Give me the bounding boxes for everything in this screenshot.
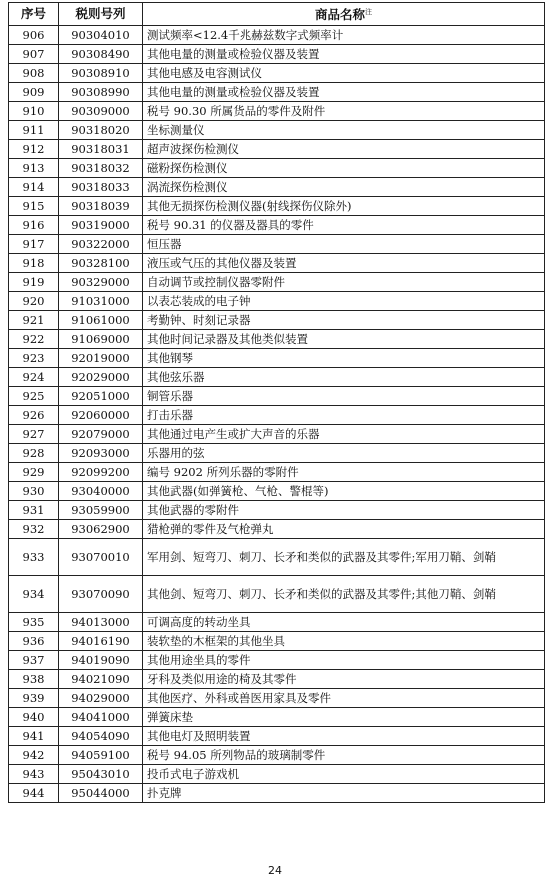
serial-number-cell: 935: [9, 613, 59, 632]
product-name-cell: 其他弦乐器: [143, 368, 545, 387]
serial-number-cell: 912: [9, 140, 59, 159]
serial-number-cell: 918: [9, 254, 59, 273]
table-row: [9, 784, 545, 803]
tariff-code-cell: 92099200: [59, 463, 143, 482]
serial-number-cell: 906: [9, 26, 59, 45]
table-row: [9, 140, 545, 159]
tariff-code-cell: 90319000: [59, 216, 143, 235]
product-name-cell: 扑克牌: [143, 784, 545, 803]
serial-number-cell: 930: [9, 482, 59, 501]
tariff-code-cell: 90318039: [59, 197, 143, 216]
product-name-cell: 其他用途坐具的零件: [143, 651, 545, 670]
table-row: [9, 254, 545, 273]
table-row: [9, 102, 545, 121]
header-product-name: [143, 3, 545, 26]
table-row: [9, 689, 545, 708]
tariff-code-cell: 92060000: [59, 406, 143, 425]
tariff-code-cell: 94041000: [59, 708, 143, 727]
product-name-cell: 其他武器(如弹簧枪、气枪、警棍等): [143, 482, 545, 501]
tariff-code-cell: 90309000: [59, 102, 143, 121]
product-name-cell: 军用剑、短弯刀、刺刀、长矛和类似的武器及其零件;军用刀鞘、剑鞘: [143, 539, 545, 576]
product-name-cell: 牙科及类似用途的椅及其零件: [143, 670, 545, 689]
table-row: [9, 159, 545, 178]
tariff-code-cell: 90329000: [59, 273, 143, 292]
serial-number-cell: 920: [9, 292, 59, 311]
header-product-name-label: 商品名称: [314, 7, 365, 23]
tariff-code-cell: 94054090: [59, 727, 143, 746]
serial-number-cell: 913: [9, 159, 59, 178]
serial-number-cell: 909: [9, 83, 59, 102]
product-name-cell: 税号 94.05 所列物品的玻璃制零件: [143, 746, 545, 765]
tariff-code-cell: 93070010: [59, 539, 143, 576]
table-header-row: [9, 3, 545, 26]
product-name-cell: 自动调节或控制仪器零附件: [143, 273, 545, 292]
tariff-code-cell: 90308490: [59, 45, 143, 64]
table-row: [9, 273, 545, 292]
tariff-code-cell: 90318031: [59, 140, 143, 159]
tariff-code-cell: 94059100: [59, 746, 143, 765]
table-row: [9, 765, 545, 784]
tariff-code-cell: 94021090: [59, 670, 143, 689]
product-name-cell: 以表芯装成的电子钟: [143, 292, 545, 311]
product-name-cell: 弹簧床垫: [143, 708, 545, 727]
serial-number-cell: 938: [9, 670, 59, 689]
serial-number-cell: 911: [9, 121, 59, 140]
table-row: [9, 26, 545, 45]
product-name-cell: 其他电感及电容测试仪: [143, 64, 545, 83]
tariff-code-cell: 94013000: [59, 613, 143, 632]
tariff-code-cell: 92019000: [59, 349, 143, 368]
serial-number-cell: 907: [9, 45, 59, 64]
table-row: [9, 576, 545, 613]
table-row: [9, 520, 545, 539]
product-name-cell: 打击乐器: [143, 406, 545, 425]
table-row: [9, 83, 545, 102]
serial-number-cell: 917: [9, 235, 59, 254]
serial-number-cell: 926: [9, 406, 59, 425]
product-name-cell: 编号 9202 所列乐器的零附件: [143, 463, 545, 482]
product-name-cell: 装软垫的木框架的其他坐具: [143, 632, 545, 651]
tariff-code-cell: 93070090: [59, 576, 143, 613]
tariff-code-cell: 91031000: [59, 292, 143, 311]
serial-number-cell: 921: [9, 311, 59, 330]
table-row: [9, 197, 545, 216]
product-name-cell: 其他电灯及照明装置: [143, 727, 545, 746]
product-name-cell: 磁粉探伤检测仪: [143, 159, 545, 178]
serial-number-cell: 929: [9, 463, 59, 482]
tariff-code-cell: 94029000: [59, 689, 143, 708]
serial-number-cell: 924: [9, 368, 59, 387]
serial-number-cell: 943: [9, 765, 59, 784]
header-serial-number: 序号: [9, 3, 59, 26]
product-name-cell: 铜管乐器: [143, 387, 545, 406]
table-row: [9, 501, 545, 520]
table-row: [9, 64, 545, 83]
tariff-code-cell: 92093000: [59, 444, 143, 463]
tariff-code-cell: 92051000: [59, 387, 143, 406]
table-row: [9, 45, 545, 64]
table-row: [9, 425, 545, 444]
product-name-cell: 液压或气压的其他仪器及装置: [143, 254, 545, 273]
tariff-code-cell: 93040000: [59, 482, 143, 501]
table-row: [9, 746, 545, 765]
serial-number-cell: 908: [9, 64, 59, 83]
tariff-table: [8, 2, 545, 803]
tariff-code-cell: 90318020: [59, 121, 143, 140]
tariff-code-cell: 90304010: [59, 26, 143, 45]
product-name-cell: 测试频率<12.4千兆赫兹数字式频率计: [143, 26, 545, 45]
table-row: [9, 482, 545, 501]
product-name-cell: 税号 90.31 的仪器及器具的零件: [143, 216, 545, 235]
serial-number-cell: 925: [9, 387, 59, 406]
tariff-code-cell: 93059900: [59, 501, 143, 520]
product-name-cell: 税号 90.30 所属货品的零件及附件: [143, 102, 545, 121]
serial-number-cell: 916: [9, 216, 59, 235]
table-row: [9, 406, 545, 425]
serial-number-cell: 939: [9, 689, 59, 708]
tariff-code-cell: 95044000: [59, 784, 143, 803]
table-row: [9, 670, 545, 689]
serial-number-cell: 919: [9, 273, 59, 292]
serial-number-cell: 933: [9, 539, 59, 576]
serial-number-cell: 940: [9, 708, 59, 727]
product-name-cell: 投币式电子游戏机: [143, 765, 545, 784]
table-row: [9, 708, 545, 727]
product-name-cell: 恒压器: [143, 235, 545, 254]
serial-number-cell: 928: [9, 444, 59, 463]
tariff-code-cell: 92029000: [59, 368, 143, 387]
product-name-cell: 其他电量的测量或检验仪器及装置: [143, 83, 545, 102]
table-row: [9, 632, 545, 651]
tariff-code-cell: 90308990: [59, 83, 143, 102]
table-row: [9, 330, 545, 349]
table-row: [9, 444, 545, 463]
header-note-marker: 注: [365, 8, 372, 17]
tariff-code-cell: 92079000: [59, 425, 143, 444]
tariff-code-cell: 90328100: [59, 254, 143, 273]
product-name-cell: 其他通过电产生或扩大声音的乐器: [143, 425, 545, 444]
table-row: [9, 121, 545, 140]
table-row: [9, 613, 545, 632]
serial-number-cell: 941: [9, 727, 59, 746]
serial-number-cell: 936: [9, 632, 59, 651]
table-row: [9, 651, 545, 670]
tariff-code-cell: 94019090: [59, 651, 143, 670]
tariff-code-cell: 94016190: [59, 632, 143, 651]
tariff-code-cell: 91069000: [59, 330, 143, 349]
product-name-cell: 其他钢琴: [143, 349, 545, 368]
product-name-cell: 乐器用的弦: [143, 444, 545, 463]
tariff-code-cell: 90318032: [59, 159, 143, 178]
table-row: [9, 216, 545, 235]
table-row: [9, 727, 545, 746]
tariff-code-cell: 90308910: [59, 64, 143, 83]
table-row: [9, 292, 545, 311]
product-name-cell: 考勤钟、时刻记录器: [143, 311, 545, 330]
serial-number-cell: 942: [9, 746, 59, 765]
serial-number-cell: 937: [9, 651, 59, 670]
table-row: [9, 311, 545, 330]
product-name-cell: 猎枪弹的零件及气枪弹丸: [143, 520, 545, 539]
table-row: [9, 349, 545, 368]
product-name-cell: 超声波探伤检测仪: [143, 140, 545, 159]
serial-number-cell: 922: [9, 330, 59, 349]
product-name-cell: 可调高度的转动坐具: [143, 613, 545, 632]
serial-number-cell: 932: [9, 520, 59, 539]
product-name-cell: 坐标测量仪: [143, 121, 545, 140]
tariff-code-cell: 90322000: [59, 235, 143, 254]
serial-number-cell: 910: [9, 102, 59, 121]
serial-number-cell: 923: [9, 349, 59, 368]
page-number: 24: [268, 864, 282, 877]
table-row: [9, 235, 545, 254]
product-name-cell: 其他电量的测量或检验仪器及装置: [143, 45, 545, 64]
table-row: [9, 387, 545, 406]
product-name-cell: 涡流探伤检测仪: [143, 178, 545, 197]
serial-number-cell: 931: [9, 501, 59, 520]
table-body: [9, 26, 545, 803]
table-row: [9, 539, 545, 576]
serial-number-cell: 927: [9, 425, 59, 444]
product-name-cell: 其他时间记录器及其他类似装置: [143, 330, 545, 349]
table-row: [9, 368, 545, 387]
serial-number-cell: 915: [9, 197, 59, 216]
tariff-code-cell: 95043010: [59, 765, 143, 784]
tariff-code-cell: 90318033: [59, 178, 143, 197]
product-name-cell: 其他剑、短弯刀、刺刀、长矛和类似的武器及其零件;其他刀鞘、剑鞘: [143, 576, 545, 613]
table-row: [9, 178, 545, 197]
tariff-code-cell: 91061000: [59, 311, 143, 330]
table-row: [9, 463, 545, 482]
serial-number-cell: 944: [9, 784, 59, 803]
header-tariff-code: 税则号列: [59, 3, 143, 26]
tariff-code-cell: 93062900: [59, 520, 143, 539]
product-name-cell: 其他武器的零附件: [143, 501, 545, 520]
serial-number-cell: 934: [9, 576, 59, 613]
product-name-cell: 其他无损探伤检测仪器(射线探伤仪除外): [143, 197, 545, 216]
serial-number-cell: 914: [9, 178, 59, 197]
product-name-cell: 其他医疗、外科或兽医用家具及零件: [143, 689, 545, 708]
